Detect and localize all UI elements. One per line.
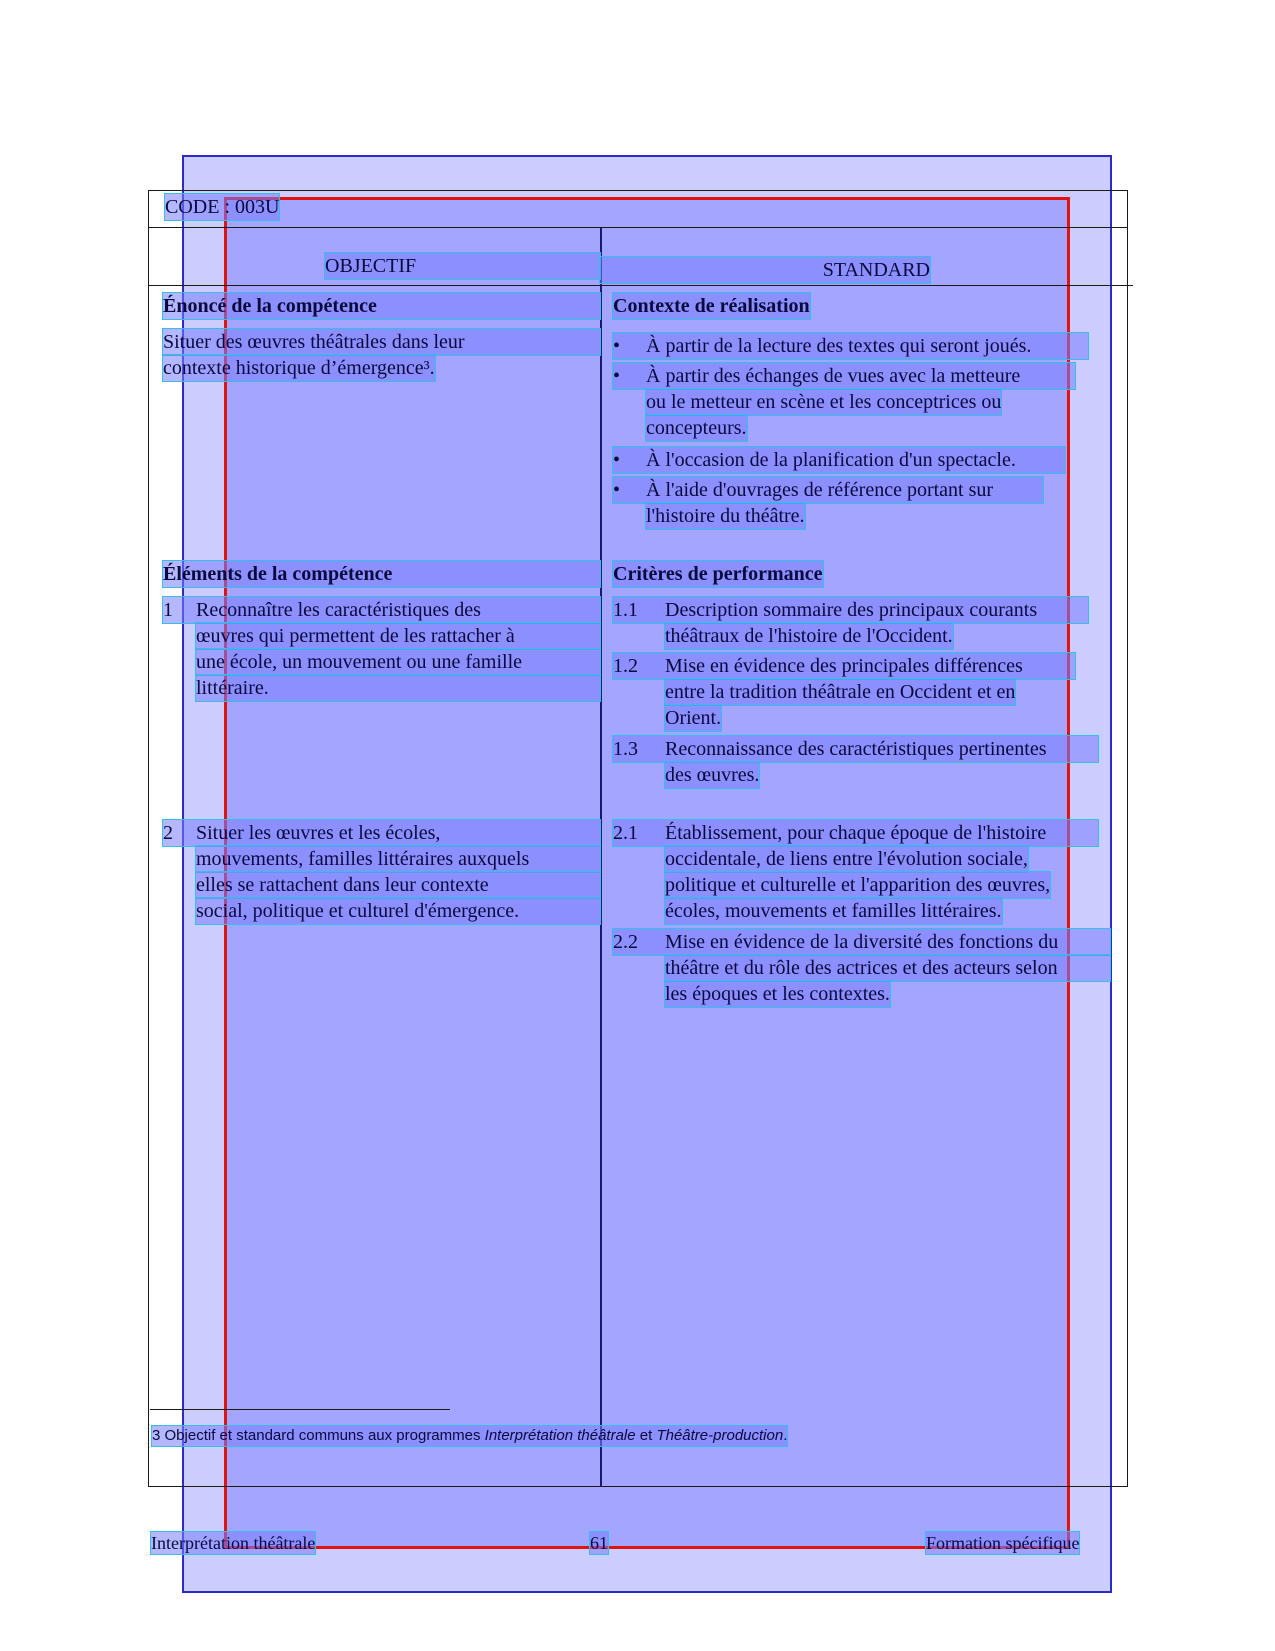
footnote-program-1: Interprétation théâtrale (484, 1427, 636, 1444)
element-item (163, 597, 600, 623)
footnote-marker: 3 (152, 1427, 161, 1444)
element-line: une école, un mouvement ou une famille (196, 649, 600, 675)
element-line: mouvements, familles littéraires auxquels (196, 846, 600, 872)
criteres-heading: Critères de performance (613, 563, 823, 585)
standard-header: STANDARD (600, 257, 930, 283)
element-line: littéraire. (196, 675, 600, 701)
critere-line: Mise en évidence des principales différences (665, 655, 1023, 677)
footer-right: Formation spécifique (926, 1533, 1080, 1553)
critere-line: Établissement, pour chaque époque de l'histoire (665, 822, 1047, 844)
column-divider (600, 228, 602, 1487)
critere-line: écoles, mouvements et familles littéraires. (665, 900, 1002, 922)
footer-left: Interprétation théâtrale (151, 1533, 316, 1553)
critere-line: occidentale, de liens entre l'évolution sociale, (665, 848, 1028, 870)
critere-line: Orient. (665, 707, 722, 729)
contexte-item (613, 447, 1065, 473)
element-number: 2 (163, 822, 173, 844)
contexte-item (613, 333, 1088, 359)
contexte-item-text: À partir des échanges de vues avec la metteure (646, 365, 1021, 387)
bullet-icon: • (613, 479, 621, 501)
critere-line: Description sommaire des principaux courants (665, 599, 1038, 621)
critere-number: 1.2 (613, 655, 638, 677)
footnote (152, 1426, 787, 1446)
footnote-period: . (783, 1427, 788, 1444)
bullet-icon: • (613, 335, 621, 357)
contexte-item (613, 477, 1043, 503)
critere-line: Reconnaissance des caractéristiques pertinentes (665, 738, 1047, 760)
critere-item (613, 597, 1088, 623)
element-number: 1 (163, 599, 173, 621)
contexte-item-text: À partir de la lecture des textes qui seront joués. (646, 335, 1032, 357)
element-item (163, 820, 600, 846)
footnote-conjunction: et (635, 1427, 657, 1444)
divider-under-code (148, 227, 1128, 228)
critere-line: théâtre et du rôle des actrices et des acteurs selon (665, 955, 1110, 981)
element-line: Reconnaître les caractéristiques des (196, 599, 481, 621)
contexte-item (613, 363, 1075, 389)
contexte-item-text: ou le metteur en scène et les conceptrices ou (646, 391, 1002, 413)
critere-line: Mise en évidence de la diversité des fonctions du (665, 931, 1059, 953)
element-line: social, politique et culturel d'émergence. (196, 898, 600, 924)
critere-number: 1.3 (613, 738, 638, 760)
critere-number: 1.1 (613, 599, 638, 621)
critere-number: 2.2 (613, 931, 638, 953)
bullet-icon: • (613, 365, 621, 387)
enonce-heading: Énoncé de la compétence (163, 293, 600, 319)
enonce-line: contexte historique d’émergence³. (163, 357, 435, 379)
critere-line: les époques et les contextes. (665, 983, 890, 1005)
footnote-program-2: Théâtre-production (656, 1427, 784, 1444)
divider-under-headers (148, 285, 1133, 286)
code-label: CODE : 003U (165, 196, 280, 218)
enonce-line: Situer des œuvres théâtrales dans leur (163, 329, 600, 355)
element-line: Situer les œuvres et les écoles, (196, 822, 441, 844)
critere-line: des œuvres. (665, 764, 760, 786)
critere-line: entre la tradition théâtrale en Occident et en (665, 681, 1016, 703)
page-number: 61 (590, 1533, 608, 1553)
critere-number: 2.1 (613, 822, 638, 844)
contexte-item-text: l'histoire du théâtre. (646, 505, 805, 527)
footnote-separator (150, 1409, 450, 1410)
element-line: elles se rattachent dans leur contexte (196, 872, 600, 898)
contexte-heading: Contexte de réalisation (613, 295, 810, 317)
critere-item (613, 929, 1110, 955)
bullet-icon: • (613, 449, 621, 471)
contexte-item-text: concepteurs. (646, 417, 747, 439)
contexte-item-text: À l'occasion de la planification d'un spectacle. (646, 449, 1016, 471)
critere-item (613, 820, 1098, 846)
critere-item (613, 736, 1098, 762)
footnote-text: Objectif et standard communs aux programmes (164, 1427, 485, 1444)
critere-item (613, 653, 1075, 679)
critere-line: théâtraux de l'histoire de l'Occident. (665, 625, 953, 647)
elements-heading: Éléments de la compétence (163, 561, 600, 587)
element-line: œuvres qui permettent de les rattacher à (196, 623, 600, 649)
critere-line: politique et culturelle et l'apparition des œuvres, (665, 874, 1051, 896)
objectif-header: OBJECTIF (325, 253, 600, 279)
contexte-item-text: À l'aide d'ouvrages de référence portant sur (646, 479, 994, 501)
